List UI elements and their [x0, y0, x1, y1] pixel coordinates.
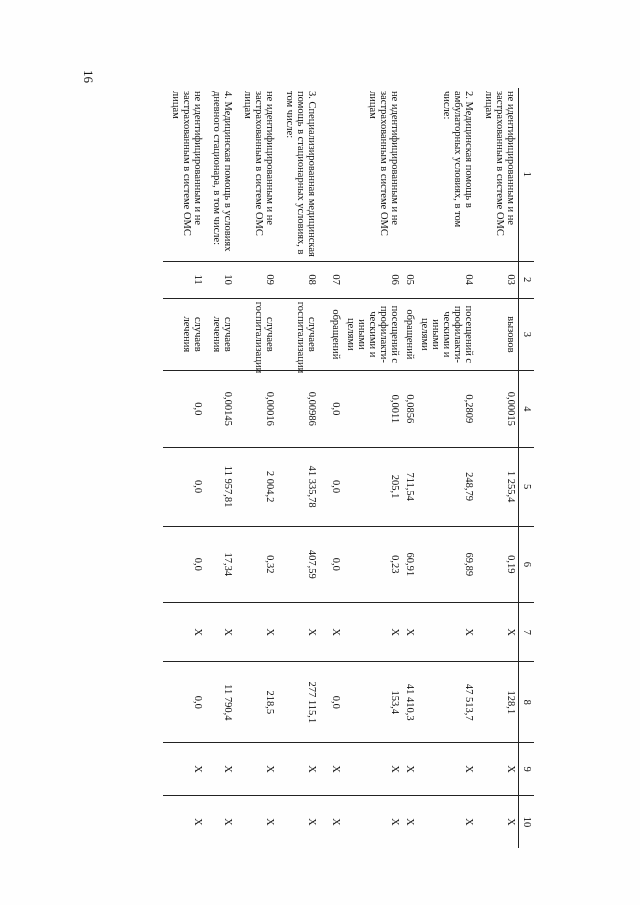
per-capita-cell: 0,32 [236, 526, 278, 603]
per-capita-cell: 0,0 [164, 526, 206, 603]
table-row [320, 88, 344, 848]
table-row [236, 88, 278, 848]
x-mark-cell: X [236, 795, 278, 848]
norm-cost-cell: 2 004,2 [236, 447, 278, 526]
row-code-cell: 07 [320, 261, 344, 298]
per-capita-cell: 69,89 [418, 526, 477, 603]
row-name-cell: 3. Специализированная медицинская помощь в стационарных условиях, в том числе: [284, 91, 318, 257]
row-unit-cell: обращений [320, 298, 344, 370]
x-mark-cell: X [236, 603, 278, 662]
total-cell: 153,4 [344, 662, 403, 743]
table-body [164, 88, 519, 848]
norm-volume-cell: 0,00016 [236, 371, 278, 448]
row-code-cell: 09 [236, 261, 278, 298]
x-mark-cell: X [344, 743, 403, 796]
x-mark-cell: X [320, 603, 344, 662]
row-unit-cell: случаев госпитализации [236, 298, 278, 370]
row-name-cell: не идентифицированным и не застрахованным в системе ОМС лицам [367, 91, 401, 236]
row-name-cell: 4. Медицинская помощь в условиях дневного стационара, в том числе: [211, 91, 234, 252]
financing-table [164, 88, 535, 848]
row-name-cell: не идентифицированным и не застрахованным в системе ОМС лицам [242, 91, 276, 236]
x-mark-cell: X [278, 795, 320, 848]
norm-cost-cell: 248,79 [418, 447, 477, 526]
norm-volume-cell: 0,00015 [477, 371, 519, 448]
norm-cost-cell: 0,0 [164, 447, 206, 526]
per-capita-cell: 0,19 [477, 526, 519, 603]
x-mark-cell: X [403, 743, 418, 796]
total-cell: 11 790,4 [206, 662, 236, 743]
row-code-cell: 04 [418, 261, 477, 298]
norm-volume-cell: 0,00986 [278, 371, 320, 448]
norm-cost-cell: 711,54 [403, 447, 418, 526]
x-mark-cell: X [477, 603, 519, 662]
column-header-7: 7 [519, 603, 535, 662]
x-mark-cell: X [403, 603, 418, 662]
row-unit-cell: случаев госпитализации [278, 298, 320, 370]
x-mark-cell: X [344, 603, 403, 662]
x-mark-cell: X [206, 743, 236, 796]
x-mark-cell: X [164, 603, 206, 662]
column-header-3: 3 [519, 298, 535, 370]
x-mark-cell: X [418, 795, 477, 848]
total-cell: 128,1 [477, 662, 519, 743]
per-capita-cell: 0,0 [320, 526, 344, 603]
x-mark-cell: X [418, 603, 477, 662]
table-row [403, 88, 418, 848]
x-mark-cell: X [477, 795, 519, 848]
norm-volume-cell: 0,0856 [403, 371, 418, 448]
table-row [164, 88, 206, 848]
row-name-cell: не идентифицированным и не застрахованным в системе ОМС лицам [483, 91, 516, 236]
row-code-cell: 11 [164, 261, 206, 298]
per-capita-cell: 17,34 [206, 526, 236, 603]
total-cell: 41 410,3 [403, 662, 418, 743]
norm-cost-cell: 41 335,78 [278, 447, 320, 526]
x-mark-cell: X [206, 795, 236, 848]
row-name-cell: 2. Медицинская помощь в амбулаторных условиях, в том числе: [441, 91, 475, 228]
column-header-6: 6 [519, 526, 535, 603]
table-row [278, 88, 320, 848]
column-header-1: 1 [519, 88, 535, 261]
per-capita-cell: 0,23 [344, 526, 403, 603]
total-cell: 218,5 [236, 662, 278, 743]
norm-cost-cell: 11 957,81 [206, 447, 236, 526]
column-header-4: 4 [519, 371, 535, 448]
row-unit-cell: вызовов [477, 298, 519, 370]
total-cell: 0,0 [164, 662, 206, 743]
row-unit-cell: посещений с профилакти-ческими и иными целями [418, 298, 477, 370]
norm-volume-cell: 0,0011 [344, 371, 403, 448]
per-capita-cell: 60,91 [403, 526, 418, 603]
norm-volume-cell: 0,0 [164, 371, 206, 448]
x-mark-cell: X [344, 795, 403, 848]
row-name-cell [403, 88, 418, 261]
row-unit-cell: случаев лечения [206, 298, 236, 370]
x-mark-cell: X [164, 743, 206, 796]
page-number: 16 [81, 70, 96, 83]
table-row [477, 88, 519, 848]
norm-cost-cell: 205,1 [344, 447, 403, 526]
x-mark-cell: X [164, 795, 206, 848]
row-code-cell: 03 [477, 261, 519, 298]
row-code-cell: 08 [278, 261, 320, 298]
norm-volume-cell: 0,0 [320, 371, 344, 448]
row-unit-cell: посещений с профилакти-ческими и иными целями [344, 298, 403, 370]
total-cell: 47 513,7 [418, 662, 477, 743]
per-capita-cell: 407,59 [278, 526, 320, 603]
x-mark-cell: X [320, 743, 344, 796]
column-header-5: 5 [519, 447, 535, 526]
row-unit-cell: случаев лечения [164, 298, 206, 370]
x-mark-cell: X [206, 603, 236, 662]
row-name-cell [320, 88, 344, 261]
norm-volume-cell: 0,2809 [418, 371, 477, 448]
row-code-cell: 05 [403, 261, 418, 298]
column-header-2: 2 [519, 261, 535, 298]
norm-cost-cell: 0,0 [320, 447, 344, 526]
x-mark-cell: X [477, 743, 519, 796]
row-name-cell: не идентифицированным и не застрахованным в системе ОМС лицам [170, 91, 204, 236]
x-mark-cell: X [320, 795, 344, 848]
column-header-10: 10 [519, 795, 535, 848]
table-row [418, 88, 477, 848]
x-mark-cell: X [278, 743, 320, 796]
table-row [206, 88, 236, 848]
row-code-cell: 06 [344, 261, 403, 298]
x-mark-cell: X [403, 795, 418, 848]
x-mark-cell: X [418, 743, 477, 796]
x-mark-cell: X [236, 743, 278, 796]
table-row [344, 88, 403, 848]
norm-cost-cell: 1 255,4 [477, 447, 519, 526]
header-row [519, 88, 535, 848]
rotated-table-container [124, 88, 534, 848]
norm-volume-cell: 0,00145 [206, 371, 236, 448]
column-header-9: 9 [519, 743, 535, 796]
row-code-cell: 10 [206, 261, 236, 298]
total-cell: 0,0 [320, 662, 344, 743]
row-unit-cell: обращений [403, 298, 418, 370]
total-cell: 277 115,1 [278, 662, 320, 743]
x-mark-cell: X [278, 603, 320, 662]
column-header-8: 8 [519, 662, 535, 743]
